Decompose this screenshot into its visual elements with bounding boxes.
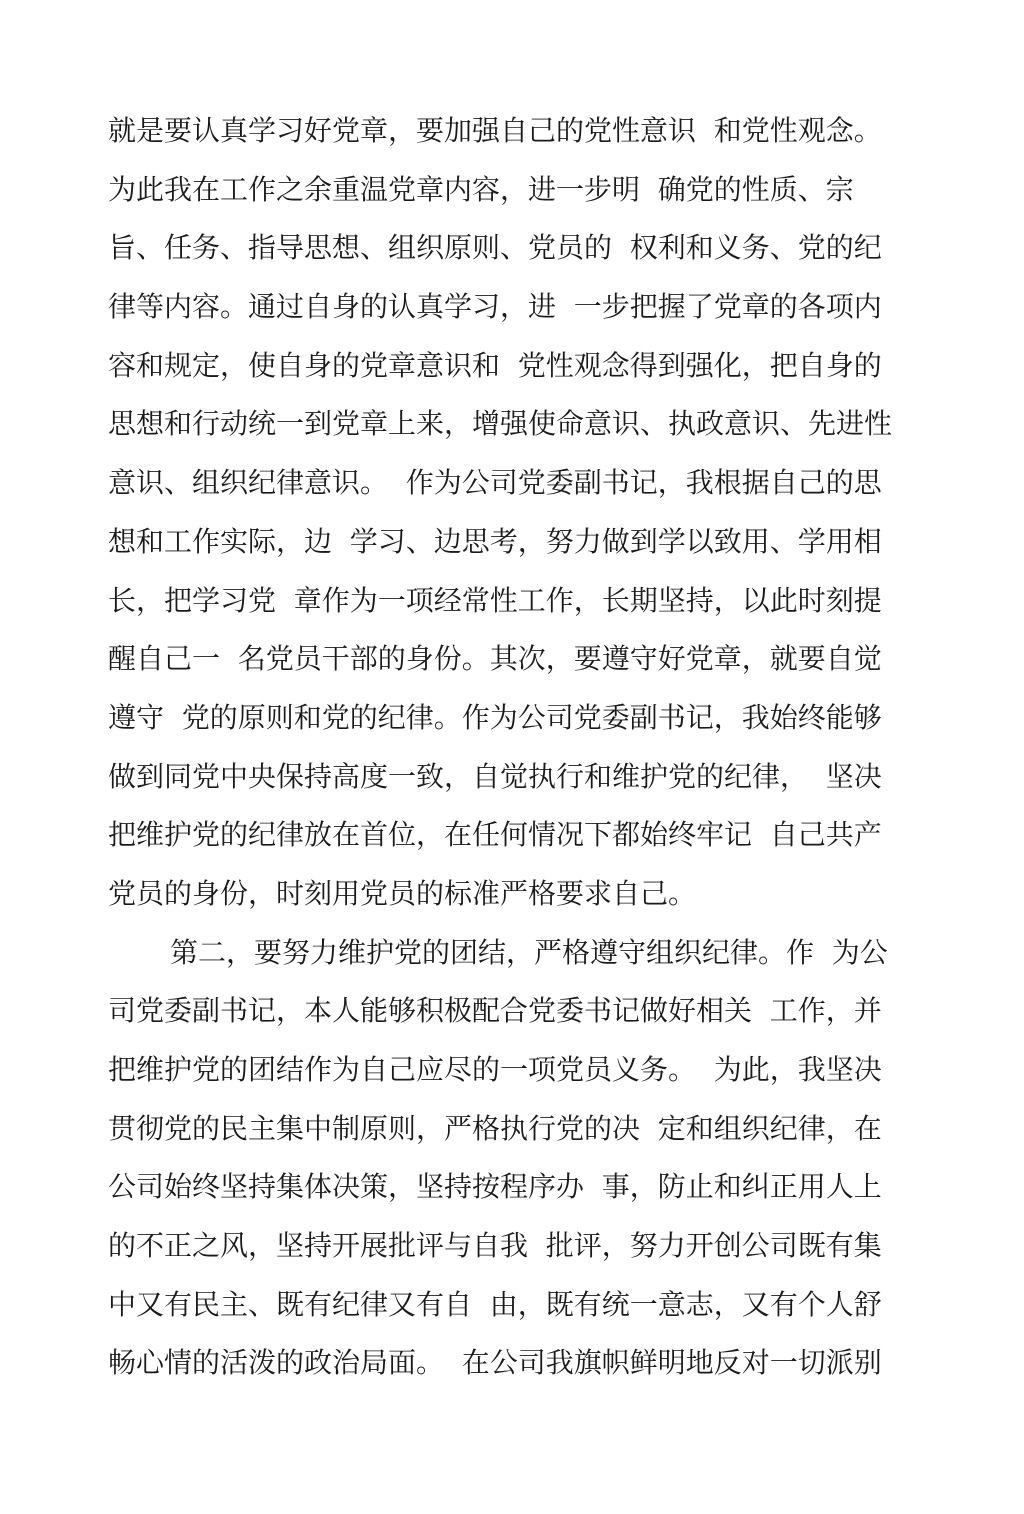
- text-line: 公司始终坚持集体决策，坚持按程序办 事，防止和纠正用人上: [108, 1170, 882, 1204]
- text-line: 就是要认真学习好党章，要加强自己的党性意识 和党性观念。: [108, 114, 882, 147]
- text-line: 司党委副书记，本人能够积极配合党委书记做好相关 工作，并: [108, 994, 882, 1028]
- text-line: 中又有民主、既有纪律又有自 由，既有统一意志，又有个人舒: [108, 1287, 882, 1321]
- text-line: 为此我在工作之余重温党章内容，进一步明 确党的性质、宗: [108, 172, 854, 206]
- text-line: 意识、组织纪律意识。 作为公司党委副书记，我根据自己的思: [108, 466, 882, 500]
- text-line: 想和工作实际，边 学习、边思考，努力做到学以致用、学用相: [108, 524, 882, 558]
- body-text: [108, 106, 928, 1397]
- text-line: 把维护党的纪律放在首位，在任何情况下都始终牢记 自己共产: [108, 818, 882, 852]
- text-line: 畅心情的活泼的政治局面。 在公司我旗帜鲜明地反对一切派别: [108, 1346, 882, 1380]
- text-line: 党员的身份，时刻用党员的标准严格要求自己。: [108, 876, 697, 910]
- text-line: 长，把学习党 章作为一项经常性工作，长期坚持，以此时刻提: [108, 583, 882, 617]
- text-line: 贯彻党的民主集中制原则，严格执行党的决 定和组织纪律，在: [108, 1111, 882, 1145]
- text-line: 醒自己一 名党员干部的身份。其次，要遵守好党章，就要自觉: [108, 642, 882, 676]
- text-line: 容和规定，使自身的党章意识和 党性观念得到强化，把自身的: [108, 348, 882, 382]
- text-line: 思想和行动统一到党章上来，增强使命意识、执政意识、先进性: [108, 407, 893, 441]
- text-line: 旨、任务、指导思想、组织原则、党员的 权利和义务、党的纪: [108, 231, 882, 265]
- text-line: 的不正之风，坚持开展批评与自我 批评，努力开创公司既有集: [108, 1229, 882, 1263]
- text-line: 做到同党中央保持高度一致，自觉执行和维护党的纪律， 坚决: [108, 759, 882, 793]
- paragraph-start-line: 第二，要努力维护党的团结，严格遵守组织纪律。作 为公: [170, 935, 888, 969]
- text-line: 遵守 党的原则和党的纪律。作为公司党委副书记，我始终能够: [108, 700, 882, 734]
- text-line: 把维护党的团结作为自己应尽的一项党员义务。 为此，我坚决: [108, 1053, 882, 1086]
- text-line: 律等内容。通过自身的认真学习，进 一步把握了党章的各项内: [108, 290, 882, 324]
